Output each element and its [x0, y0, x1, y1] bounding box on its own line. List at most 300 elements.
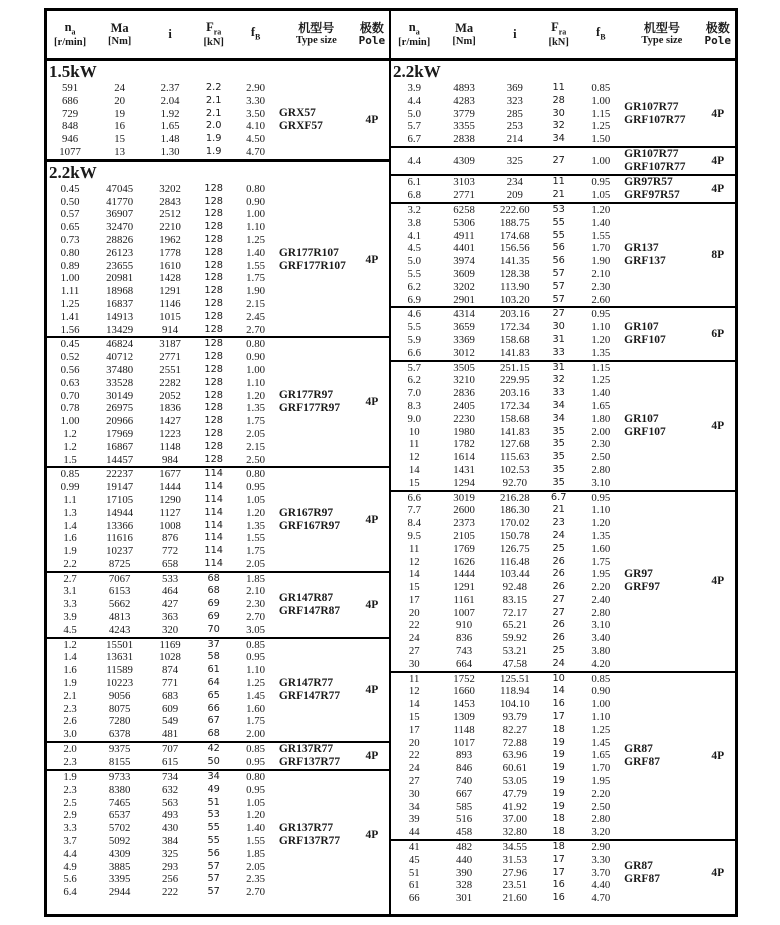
- value-cell-fb: 1.85: [246, 572, 266, 585]
- column-ma: [93, 771, 146, 899]
- value-cell-fb: 1.90: [591, 255, 611, 268]
- table-body: [391, 61, 735, 914]
- value-cell-i: 59.92: [502, 632, 527, 645]
- pole-cell: 4P: [365, 829, 379, 842]
- column-ma: [93, 338, 146, 466]
- value-cell-fra: 26: [552, 581, 565, 593]
- column-header-type: [623, 22, 700, 47]
- value-cell-na: 4.4: [407, 154, 421, 167]
- value-cell-i: 464: [161, 585, 179, 598]
- value-cell-ma: 846: [455, 762, 473, 775]
- type-size-cell: [278, 247, 355, 273]
- pole-cell: 4P: [711, 575, 725, 588]
- value-cell-fra: 33: [552, 346, 565, 358]
- column-title-na: $n_a$: [64, 19, 76, 37]
- value-cell-fra: 11: [552, 82, 565, 93]
- value-cell-na: 1.6: [63, 532, 77, 545]
- type-size-label: GR177R107: [278, 246, 339, 259]
- value-cell-fra: 65: [207, 689, 220, 701]
- column-na: [47, 82, 93, 159]
- value-cell-i: 734: [161, 771, 179, 784]
- value-cell-fra: 57: [552, 280, 565, 292]
- value-cell-na: 591: [61, 82, 79, 94]
- column-ma: [437, 155, 490, 168]
- value-cell-ma: 36907: [106, 208, 134, 221]
- value-cell-na: 11: [409, 672, 420, 685]
- type-size-label: GR167R97: [278, 506, 334, 519]
- value-cell-ma: 2836: [453, 387, 475, 400]
- column-fb: [578, 362, 623, 490]
- value-cell-ma: 2901: [453, 293, 475, 306]
- ratio-block: [391, 202, 735, 306]
- column-title-fb: $f_B$: [596, 25, 606, 42]
- column-fb: [233, 468, 277, 570]
- value-cell-na: 686: [61, 94, 79, 107]
- value-cell-fra: 114: [204, 493, 224, 505]
- value-cell-na: 22: [408, 749, 420, 762]
- value-cell-i: 253: [506, 120, 523, 133]
- value-cell-fra: 114: [204, 481, 224, 493]
- value-cell-ma: 3779: [453, 107, 475, 120]
- value-cell-i: 874: [161, 664, 179, 677]
- value-cell-i: 92.70: [502, 476, 527, 489]
- value-cell-fb: 2.70: [246, 611, 266, 624]
- value-cell-fra: 64: [207, 677, 220, 689]
- value-cell-fb: 1.15: [591, 361, 611, 374]
- pole-cell: 4P: [711, 419, 725, 432]
- power-rating-label: 1.5kW: [49, 62, 97, 81]
- value-cell-na: 2.3: [63, 783, 77, 796]
- value-cell-i: 369: [506, 82, 523, 94]
- value-cell-ma: 3355: [453, 120, 475, 133]
- column-fb: [233, 639, 277, 741]
- value-cell-i: 172.34: [499, 321, 530, 334]
- table-header: [47, 11, 389, 61]
- value-cell-ma: 20966: [106, 415, 134, 428]
- value-cell-i: 102.53: [499, 463, 530, 476]
- value-cell-i: 1148: [159, 440, 181, 453]
- value-cell-i: 427: [161, 598, 179, 611]
- ratio-block: [47, 741, 389, 769]
- value-cell-fb: 2.05: [246, 860, 266, 873]
- value-cell-fb: 1.00: [246, 208, 266, 221]
- value-cell-na: 4.5: [63, 623, 77, 636]
- value-cell-fra: 128: [204, 272, 224, 284]
- value-cell-na: 0.78: [60, 402, 80, 415]
- column-fb: [578, 841, 623, 905]
- value-cell-na: 0.45: [60, 182, 80, 195]
- value-cell-fra: 61: [207, 664, 220, 676]
- column-ma: [437, 308, 490, 359]
- value-cell-fb: 2.20: [591, 787, 611, 800]
- column-i: [146, 771, 194, 899]
- value-cell-na: 17: [408, 723, 420, 736]
- value-cell-na: 5.0: [407, 255, 421, 268]
- value-cell-na: 10: [408, 425, 420, 438]
- column-header-ma: [93, 22, 146, 47]
- value-cell-fra: 50: [207, 756, 220, 768]
- value-cell-na: 2.0: [63, 743, 77, 756]
- value-cell-fb: 1.00: [246, 363, 266, 376]
- ratings-table-right: [391, 11, 735, 914]
- value-cell-fra: 68: [207, 728, 220, 740]
- value-cell-fb: 1.40: [591, 387, 611, 400]
- ratio-block: [47, 637, 389, 741]
- column-na: [391, 308, 437, 359]
- column-ma: [93, 639, 146, 741]
- column-fb: [233, 82, 277, 159]
- value-cell-fra: 128: [204, 453, 224, 465]
- column-ma: [437, 841, 490, 905]
- value-cell-na: 7.7: [407, 504, 421, 517]
- value-cell-fra: 21: [552, 188, 565, 200]
- value-cell-i: 31.53: [502, 853, 527, 866]
- column-na: [391, 204, 437, 306]
- value-cell-fra: 2.1: [205, 94, 222, 106]
- value-cell-i: 174.68: [499, 229, 530, 242]
- value-cell-ma: 3019: [453, 491, 475, 504]
- value-cell-fra: 25: [552, 542, 565, 554]
- value-cell-na: 9.0: [407, 412, 421, 425]
- column-ma: [437, 204, 490, 306]
- value-cell-fb: 0.80: [246, 771, 266, 784]
- value-cell-fb: 0.95: [246, 481, 266, 494]
- value-cell-ma: 10237: [106, 545, 134, 558]
- value-cell-fra: 57: [552, 293, 565, 305]
- column-fra: [539, 204, 579, 306]
- column-na: [391, 673, 437, 839]
- value-cell-ma: 13429: [106, 323, 134, 336]
- value-cell-fra: 114: [204, 545, 224, 557]
- value-cell-na: 6.9: [407, 293, 421, 306]
- value-cell-i: 293: [161, 860, 179, 873]
- value-cell-fb: 0.95: [246, 783, 266, 796]
- value-cell-ma: 1752: [453, 672, 475, 685]
- value-cell-i: 104.10: [499, 698, 530, 711]
- column-fra: [194, 743, 233, 769]
- value-cell-na: 4.9: [63, 860, 77, 873]
- type-size-cell: [278, 389, 355, 415]
- value-cell-ma: 2230: [453, 412, 475, 425]
- column-fb: [578, 673, 623, 839]
- value-cell-ma: 13631: [106, 651, 134, 664]
- value-cell-fra: 128: [204, 208, 224, 220]
- value-cell-fb: 1.35: [591, 529, 611, 542]
- column-na: [391, 155, 437, 168]
- value-cell-ma: 836: [455, 632, 473, 645]
- value-cell-i: 1.92: [160, 107, 180, 120]
- pole-cell: 4P: [711, 867, 725, 880]
- value-cell-i: 2210: [159, 221, 181, 234]
- value-cell-fra: 114: [204, 468, 224, 480]
- value-cell-i: 2843: [159, 195, 181, 208]
- type-size-label: GR97R57: [624, 175, 673, 188]
- value-cell-fra: 27: [552, 154, 565, 166]
- value-cell-ma: 16837: [106, 297, 134, 310]
- value-cell-i: 1610: [159, 259, 181, 272]
- value-cell-i: 103.20: [499, 293, 530, 306]
- type-size-label: GR97: [624, 568, 653, 581]
- column-header-pole: [701, 22, 735, 47]
- value-cell-fb: 4.40: [591, 879, 611, 892]
- value-cell-fb: 1.20: [246, 506, 266, 519]
- value-cell-ma: 15501: [106, 638, 134, 651]
- value-cell-fb: 3.80: [591, 645, 611, 658]
- type-size-cell: [278, 592, 355, 618]
- value-cell-fra: 56: [552, 242, 565, 254]
- value-cell-fra: 35: [552, 451, 565, 463]
- value-cell-fra: 18: [552, 813, 565, 825]
- value-cell-ma: 4314: [453, 308, 475, 321]
- value-cell-na: 1.2: [63, 440, 77, 453]
- value-cell-ma: 5662: [108, 598, 131, 611]
- value-cell-fra: 2.0: [205, 120, 222, 132]
- value-cell-i: 549: [161, 715, 179, 728]
- column-header-fb: [578, 26, 623, 42]
- column-na: [47, 771, 93, 899]
- type-size-label: GRF137: [624, 255, 666, 268]
- value-cell-fra: 55: [552, 216, 565, 228]
- value-cell-fra: 24: [552, 529, 565, 541]
- column-fb: [578, 492, 623, 671]
- value-cell-na: 3.1: [63, 585, 77, 598]
- column-na: [391, 82, 437, 146]
- value-cell-na: 1.9: [63, 771, 77, 784]
- column-fb: [233, 573, 277, 637]
- value-cell-na: 3.2: [407, 203, 421, 216]
- value-cell-fb: 2.60: [591, 293, 611, 306]
- value-cell-ma: 1294: [453, 476, 475, 489]
- value-cell-i: 41.92: [502, 800, 527, 813]
- type-size-label: GRF177R97: [278, 402, 341, 415]
- value-cell-fra: 53: [552, 203, 565, 215]
- column-i: [491, 673, 539, 839]
- value-cell-na: 0.57: [60, 208, 80, 221]
- value-cell-i: 914: [161, 323, 179, 336]
- table-header: [391, 11, 735, 61]
- ratio-block: [391, 671, 735, 839]
- value-cell-na: 1.5: [63, 453, 77, 466]
- column-fra: [194, 639, 233, 741]
- value-cell-fra: 114: [204, 557, 224, 569]
- value-cell-ma: 8155: [108, 756, 131, 769]
- column-fra: [194, 82, 233, 159]
- value-cell-fra: 26: [552, 568, 565, 580]
- value-cell-ma: 2771: [453, 188, 475, 201]
- column-i: [491, 362, 539, 490]
- value-cell-na: 44: [408, 826, 420, 839]
- ratio-block: [47, 769, 389, 899]
- column-fra: [194, 771, 233, 899]
- ratio-block: [391, 306, 735, 359]
- value-cell-fra: 16: [552, 698, 565, 710]
- type-size-cell: [278, 822, 355, 848]
- value-cell-fb: 2.00: [246, 728, 266, 741]
- value-cell-fb: 2.10: [246, 585, 266, 598]
- value-cell-i: 323: [506, 94, 523, 107]
- column-subscript-fb: B: [600, 32, 606, 42]
- type-size-cell: [623, 568, 700, 594]
- value-cell-i: 141.83: [499, 346, 530, 359]
- value-cell-ma: 4283: [453, 94, 475, 107]
- value-cell-i: 222: [161, 886, 179, 899]
- value-cell-fb: 1.25: [246, 233, 266, 246]
- value-cell-i: 222.60: [499, 203, 530, 216]
- value-cell-ma: 22237: [106, 468, 134, 481]
- value-cell-i: 1444: [159, 481, 181, 494]
- value-cell-fra: 128: [204, 376, 224, 388]
- value-cell-i: 172.34: [499, 399, 530, 412]
- type-size-label: GR87: [624, 742, 653, 755]
- value-cell-ma: 3505: [453, 361, 475, 374]
- value-cell-fra: 23: [552, 517, 565, 529]
- value-cell-ma: 17969: [106, 427, 134, 440]
- value-cell-i: 125.51: [499, 672, 530, 685]
- ratio-block: [391, 839, 735, 905]
- value-cell-fb: 1.40: [591, 216, 611, 229]
- value-cell-na: 6.8: [407, 188, 421, 201]
- value-cell-na: 3.3: [63, 822, 77, 835]
- type-size-cell: [278, 107, 355, 133]
- column-na: [47, 639, 93, 741]
- value-cell-i: 1028: [159, 651, 181, 664]
- value-cell-fra: 2.2: [205, 82, 222, 93]
- value-cell-fb: 1.60: [246, 702, 266, 715]
- type-size-label: GR177R97: [278, 389, 334, 402]
- value-cell-fb: 3.50: [246, 107, 266, 120]
- value-cell-fra: 34: [552, 399, 565, 411]
- value-cell-na: 22: [408, 619, 420, 632]
- table-body: [47, 61, 389, 914]
- value-cell-i: 1008: [159, 519, 181, 532]
- value-cell-ma: 9056: [108, 689, 131, 702]
- value-cell-na: 4.6: [407, 308, 421, 321]
- value-cell-ma: 5702: [108, 822, 131, 835]
- type-size-label: GRF107R77: [624, 160, 686, 173]
- type-size-label: GRF147R77: [278, 689, 341, 702]
- column-unit-ma: [Nm]: [452, 35, 476, 47]
- value-cell-i: 34.55: [502, 841, 527, 854]
- value-cell-i: 481: [161, 728, 179, 741]
- value-cell-ma: 4309: [108, 847, 131, 860]
- value-cell-na: 7.0: [407, 387, 421, 400]
- type-size-cell: [623, 413, 700, 439]
- value-cell-ma: 28826: [106, 233, 134, 246]
- value-cell-na: 2.7: [63, 572, 77, 585]
- value-cell-ma: 11589: [106, 664, 133, 677]
- value-cell-i: 984: [161, 453, 179, 466]
- value-cell-na: 11: [409, 438, 420, 451]
- value-cell-ma: 2373: [453, 517, 475, 530]
- value-cell-na: 5.5: [407, 267, 421, 280]
- value-cell-na: 1.25: [60, 297, 80, 310]
- value-cell-ma: 40712: [106, 351, 134, 364]
- value-cell-ma: 2600: [453, 504, 475, 517]
- pole-cell: 4P: [365, 114, 379, 127]
- value-cell-fb: 1.05: [246, 796, 266, 809]
- value-cell-i: 1.30: [160, 145, 180, 158]
- value-cell-i: 876: [161, 532, 179, 545]
- value-cell-ma: 4243: [108, 623, 131, 636]
- value-cell-i: 23.51: [502, 879, 527, 892]
- value-cell-fb: 2.30: [591, 280, 611, 293]
- value-cell-fra: 37: [207, 638, 220, 650]
- value-cell-fb: 1.10: [591, 711, 611, 724]
- value-cell-na: 14: [408, 698, 420, 711]
- value-cell-fra: 11: [552, 176, 565, 188]
- value-cell-i: 47.79: [502, 787, 527, 800]
- column-ma: [93, 573, 146, 637]
- value-cell-fb: 2.30: [246, 598, 266, 611]
- value-cell-na: 12: [408, 451, 420, 464]
- value-cell-i: 1427: [159, 415, 181, 428]
- power-rating-label: 2.2kW: [49, 162, 97, 182]
- value-cell-na: 6.2: [407, 280, 421, 293]
- column-na: [391, 841, 437, 905]
- value-cell-i: 1428: [159, 272, 181, 285]
- power-section: [47, 61, 389, 159]
- column-ma: [437, 673, 490, 839]
- value-cell-i: 1962: [159, 233, 181, 246]
- value-cell-na: 27: [408, 645, 420, 658]
- ratio-block: [47, 183, 389, 337]
- value-cell-i: 658: [161, 557, 179, 570]
- value-cell-fra: 14: [552, 685, 565, 697]
- value-cell-i: 1778: [159, 246, 181, 259]
- value-cell-fb: 4.10: [246, 120, 266, 133]
- ratings-table-left: [47, 11, 391, 914]
- value-cell-ma: 14457: [106, 453, 134, 466]
- column-header-pole: [355, 22, 389, 47]
- value-cell-i: 2052: [159, 389, 181, 402]
- ratio-block: [47, 466, 389, 570]
- value-cell-na: 8.4: [407, 517, 421, 530]
- type-size-label: GR137R77: [278, 822, 334, 835]
- value-cell-na: 20: [408, 736, 420, 749]
- value-cell-fra: 35: [552, 425, 565, 437]
- value-cell-fb: 2.35: [246, 873, 266, 886]
- value-cell-fb: 0.95: [591, 308, 611, 321]
- power-section: [47, 159, 389, 899]
- type-size-label: GRF147R87: [278, 604, 341, 617]
- type-size-label: GR107R77: [624, 100, 679, 113]
- value-cell-i: 47.58: [502, 657, 527, 670]
- value-cell-fra: 16: [552, 879, 565, 891]
- column-na: [391, 176, 437, 202]
- value-cell-i: 60.61: [502, 762, 527, 775]
- value-cell-fb: 2.50: [591, 800, 611, 813]
- value-cell-na: 27: [408, 775, 420, 788]
- value-cell-na: 20: [408, 606, 420, 619]
- value-cell-i: 170.02: [499, 517, 530, 530]
- value-cell-na: 1.4: [63, 519, 77, 532]
- value-cell-fb: 3.10: [591, 476, 611, 489]
- value-cell-fra: 128: [204, 427, 224, 439]
- column-header-type: [278, 22, 355, 47]
- value-cell-fra: 68: [207, 585, 220, 597]
- column-fra: [539, 673, 579, 839]
- column-fb: [233, 183, 277, 337]
- value-cell-fra: 17: [552, 866, 565, 878]
- column-fb: [578, 82, 623, 146]
- value-cell-na: 4.4: [63, 847, 77, 860]
- value-cell-ma: 1161: [453, 593, 475, 606]
- value-cell-fra: 17: [552, 853, 565, 865]
- value-cell-ma: 2944: [108, 886, 131, 899]
- column-subscript-fb: B: [255, 32, 261, 42]
- column-fra: [194, 573, 233, 637]
- value-cell-ma: 6258: [453, 203, 475, 216]
